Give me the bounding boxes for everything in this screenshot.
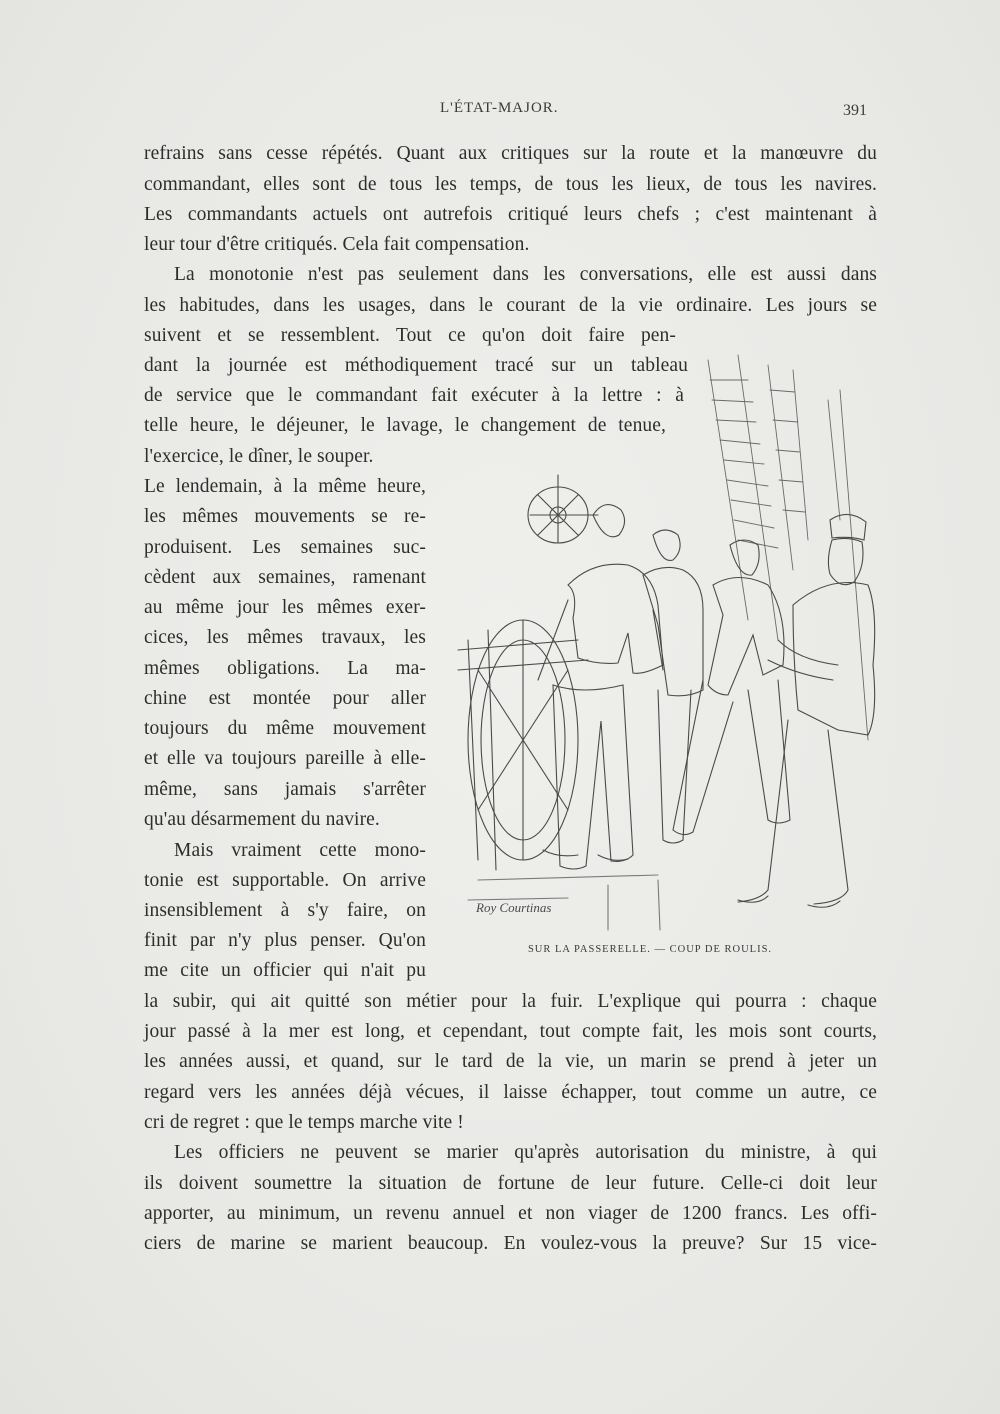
text-line: commandant, elles sont de tous les temps, de tous les lieux, de tous les navires. — [144, 174, 877, 195]
illustration-caption: SUR LA PASSERELLE. — COUP DE ROULIS. — [527, 944, 773, 955]
text-line: même, sans jamais s'arrêter — [144, 779, 426, 800]
text-line: les années aussi, et quand, sur le tard de la vie, un marin se prend à jeter un — [144, 1051, 877, 1072]
text-line: cri de regret : que le temps marche vite ! — [144, 1112, 464, 1133]
text-line: me cite un officier qui n'ait pu — [144, 960, 426, 981]
text-line: produisent. Les semaines suc- — [144, 537, 426, 558]
text-line: Les officiers ne peuvent se marier qu'après autorisation du ministre, à qui — [174, 1142, 877, 1163]
ships-wheel-drawing — [458, 475, 598, 870]
text-line: tonie est supportable. On arrive — [144, 870, 426, 891]
text-line: La monotonie n'est pas seulement dans les conversations, elle est aussi dans — [174, 264, 877, 285]
artist-signature: Roy Courtinas — [476, 900, 552, 915]
text-line: suivent et se ressemblent. Tout ce qu'on doit faire pen- — [144, 325, 676, 346]
text-line: ils doivent soumettre la situation de fortune de leur future. Celle-ci doit leur — [144, 1173, 877, 1194]
running-title: L'ÉTAT-MAJOR. — [440, 100, 559, 116]
text-line: ciers de marine se marient beaucoup. En voulez-vous la preuve? Sur 15 vice- — [144, 1233, 877, 1254]
text-line: refrains sans cesse répétés. Quant aux critiques sur la route et la manœuvre du — [144, 143, 877, 164]
text-line: insensiblement à s'y faire, on — [144, 900, 426, 921]
text-line: au même jour les mêmes exer- — [144, 597, 426, 618]
text-line: dant la journée est méthodiquement tracé sur un tableau — [144, 355, 688, 376]
text-line: qu'au désarmement du navire. — [144, 809, 380, 830]
text-line: cices, les mêmes travaux, les — [144, 627, 426, 648]
sailor-figure-4 — [738, 514, 875, 907]
text-line: regard vers les années déjà vécues, il laisse échapper, tout comme un autre, ce — [144, 1082, 877, 1103]
rigging — [708, 355, 868, 740]
text-line: leur tour d'être critiqués. Cela fait compensation. — [144, 234, 530, 255]
text-line: Les commandants actuels ont autrefois critiqué leurs chefs ; c'est maintenant à — [144, 204, 877, 225]
sailors-on-bridge-illustration — [448, 340, 880, 932]
text-line: apporter, au minimum, un revenu annuel et non viager de 1200 francs. Les offi- — [144, 1203, 877, 1224]
sailor-figure-2 — [643, 530, 703, 843]
running-head — [0, 100, 1000, 124]
text-line: finit par n'y plus penser. Qu'on — [144, 930, 426, 951]
text-line: de service que le commandant fait exécuter à la lettre : à — [144, 385, 684, 406]
page-number: 391 — [843, 102, 867, 119]
text-line: les habitudes, dans les usages, dans le courant de la vie ordinaire. Les jours se — [144, 295, 877, 316]
text-line: mêmes obligations. La ma- — [144, 658, 426, 679]
text-line: chine est montée pour aller — [144, 688, 426, 709]
text-line: les mêmes mouvements se re- — [144, 506, 426, 527]
sailor-figure-3 — [673, 540, 790, 835]
text-line: cèdent aux semaines, ramenant — [144, 567, 426, 588]
text-line: Le lendemain, à la même heure, — [144, 476, 426, 497]
text-line: la subir, qui ait quitté son métier pour la fuir. L'explique qui pourra : chaque — [144, 991, 877, 1012]
text-line: l'exercice, le dîner, le souper. — [144, 446, 374, 467]
text-line: jour passé à la mer est long, et cependant, tout compte fait, les mois sont courts, — [144, 1021, 877, 1042]
text-line: et elle va toujours pareille à elle- — [144, 748, 426, 769]
text-line: telle heure, le déjeuner, le lavage, le changement de tenue, — [144, 415, 666, 436]
text-line: toujours du même mouvement — [144, 718, 426, 739]
text-line: Mais vraiment cette mono- — [174, 840, 426, 861]
